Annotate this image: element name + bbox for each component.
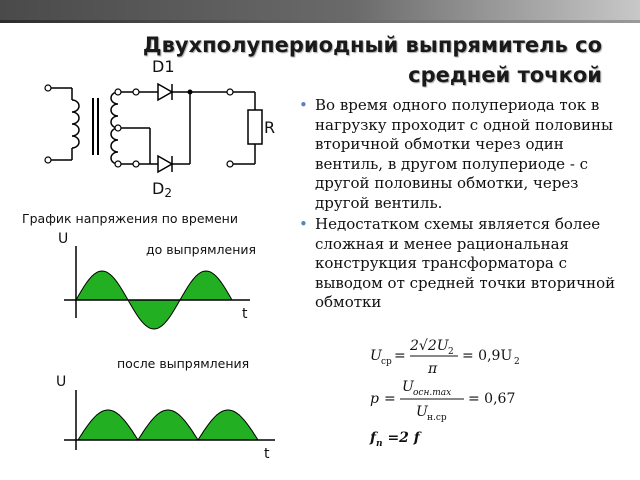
f1-rhs-sub: 2 [514, 357, 520, 367]
f2-rhs: = 0,67 [468, 391, 516, 407]
bullet-dot-icon: • [299, 96, 308, 114]
f1-eq: = [394, 348, 406, 364]
bullet-dot-icon: • [299, 215, 308, 233]
slide-title: Двухполупериодный выпрямитель со средней точкой [142, 33, 602, 87]
frequency-formula: $f_п =2$ f [370, 430, 420, 449]
before-rectification-label: до выпрямления [146, 242, 257, 257]
t-axis-label-top: t [242, 306, 248, 322]
f2-eq: = [384, 391, 396, 407]
f1-numerator-sub: 2 [448, 347, 454, 357]
f2-numerator: U [402, 379, 414, 395]
f1-denominator: π [428, 361, 438, 377]
f2-denominator-sub: н.ср [427, 413, 447, 423]
f1-rhs: = 0,9U [462, 348, 513, 364]
u-axis-label-bottom: U [56, 374, 67, 390]
after-rectification-label: после выпрямления [117, 356, 250, 371]
f1-lhs: U [370, 348, 382, 364]
f1-numerator: 2√2U [410, 338, 449, 354]
f2-lhs: p [370, 391, 379, 407]
f2-denominator: U [416, 404, 428, 420]
f2-numerator-sub: осн.max [413, 388, 452, 398]
bullet-text: Недостатком схемы является более сложная и менее рациональная конструкция трансформатора с выводом от средней точки вторичной обмотки [315, 215, 616, 311]
diode-d2-label: D2 [152, 179, 172, 200]
graph-caption: График напряжения по времени [22, 211, 238, 226]
resistor-label: R [264, 118, 276, 137]
f1-lhs-sub: ср [381, 357, 392, 367]
u-axis-label-top: U [58, 231, 69, 247]
t-axis-label-bottom: t [264, 446, 270, 462]
diode-d1-label: D1 [152, 57, 175, 76]
bullet-text: Во время одного полупериода ток в нагрузку проходит с одной половины вторичной обмотки через один вентиль, в другом полупериоде - с другой половины обмотки, через другой вентиль. [315, 96, 613, 212]
